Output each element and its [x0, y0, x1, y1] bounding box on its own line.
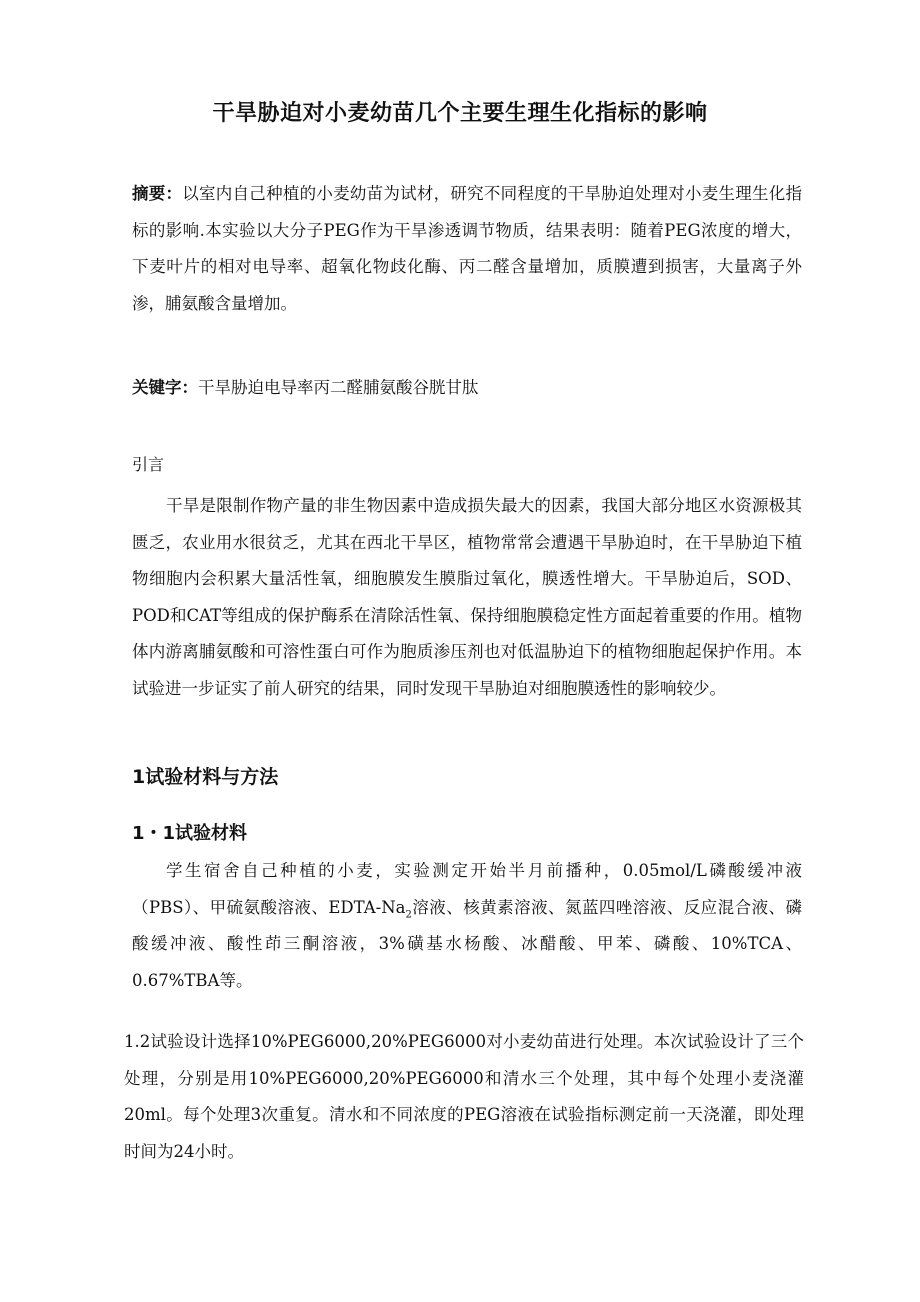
abstract-text: 以室内自己种植的小麦幼苗为试材，研究不同程度的干旱胁迫处理对小麦生理生化指标的影响.本实验以大分子PEG作为干旱渗透调节物质，结果表明：随着PEG浓度的增大，下麦叶片的相对电导率、超氧化物歧化酶、丙二醛含量增加，质膜遭到损害，大量离子外渗，脯氨酸含量增加。	[132, 184, 803, 313]
materials-paragraph	[132, 853, 802, 999]
intro-paragraph: 干旱是限制作物产量的非生物因素中造成损失最大的因素，我国大部分地区水资源极其匮乏，农业用水很贫乏，尤其在西北干旱区，植物常常会遭遇干旱胁迫时，在干旱胁迫下植物细胞内会积累大量活性氧，细胞膜发生膜脂过氧化，膜透性增大。干旱胁迫后，SOD、POD和CAT等组成的保护酶系在清除活性氧、保持细胞膜稳定性方面起着重要的作用。植物体内游离脯氨酸和可溶性蛋白可作为胞质渗压剂也对低温胁迫下的植物细胞起保护作用。本试验进一步证实了前人研究的结果，同时发现干旱胁迫对细胞膜透性的影响较少。	[132, 496, 802, 698]
keywords-label: 关键字：	[132, 378, 198, 397]
intro-heading: 引言	[132, 455, 165, 474]
keywords-paragraph	[132, 370, 802, 407]
abstract-paragraph	[132, 176, 802, 322]
materials-subscript: 2	[405, 908, 412, 920]
keywords-text: 干旱胁迫电导率丙二醛脯氨酸谷胱甘肽	[198, 378, 479, 397]
materials-text-2: 溶液、核黄素溶液、氮蓝四唑溶液、反应混合液、磷酸缓冲液、酸性茚三酮溶液，3%磺基水杨酸、冰醋酸、甲苯、磷酸、10%TCA、0.67%TBA等。	[132, 897, 802, 990]
section-1-heading: 1试验材料与方法	[132, 766, 279, 788]
section-1-1-heading: 1・1试验材料	[132, 823, 248, 844]
materials-text-1: 学生宿舍自己种植的小麦，实验测定开始半月前播种，0.05mol/L磷酸缓冲液（PBS）、甲硫氨酸溶液、EDTA-Na	[132, 861, 802, 917]
abstract-label: 摘要：	[132, 184, 183, 203]
design-paragraph: 1.2试验设计选择10%PEG6000,20%PEG6000对小麦幼苗进行处理。本次试验设计了三个处理，分别是用10%PEG6000,20%PEG6000和清水三个处理，其中每个处理小麦浇灌20ml。每个处理3次重复。清水和不同浓度的PEG溶液在试验指标测定前一天浇灌，即处理时间为24小时。	[124, 1032, 804, 1161]
document-title: 干旱胁迫对小麦幼苗几个主要生理生化指标的影响	[212, 101, 708, 126]
